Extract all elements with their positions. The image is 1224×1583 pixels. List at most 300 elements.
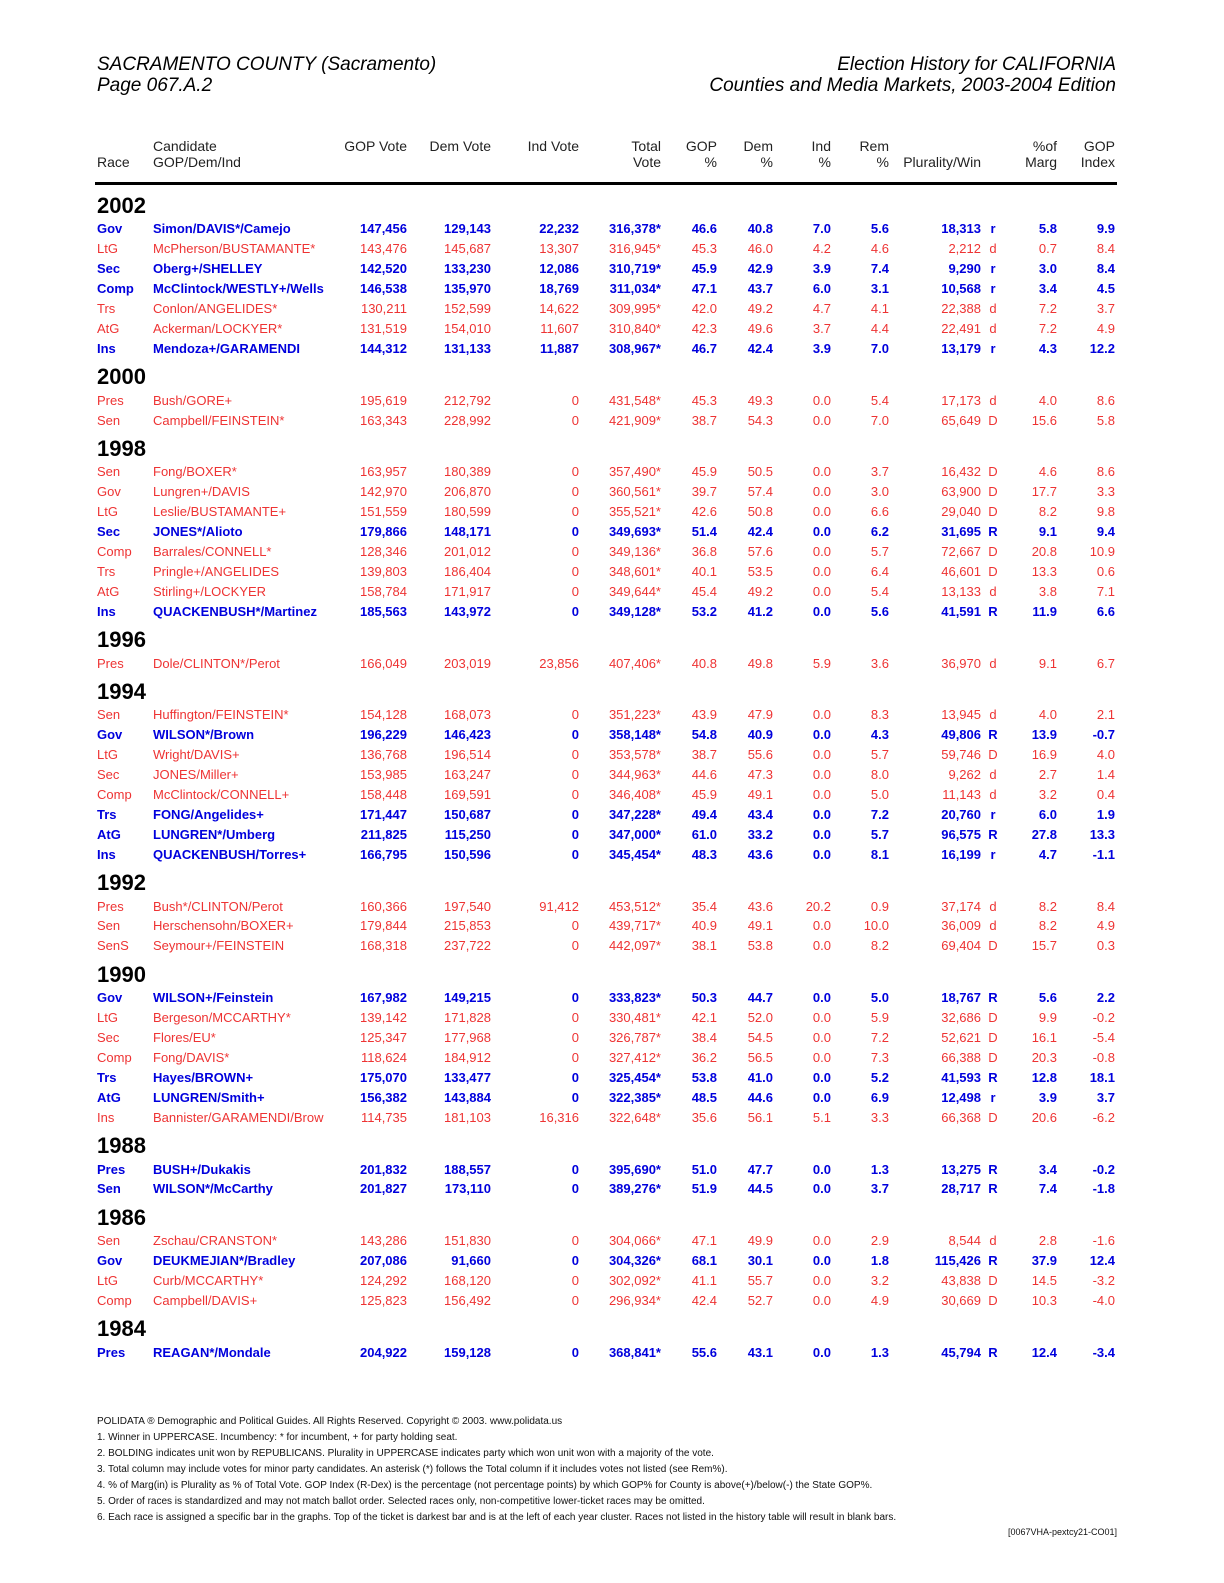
plurality-cell: 16,199 — [941, 846, 981, 862]
candidates-cell: Bannister/GARAMENDI/Brow — [153, 1109, 324, 1125]
total-vote-cell: 304,066* — [608, 1233, 661, 1249]
gop-pct-cell: 36.2 — [691, 1049, 717, 1065]
dem-pct-cell: 54.3 — [747, 412, 773, 428]
margin-pct-cell: 20.6 — [1031, 1109, 1057, 1125]
candidates-cell: Dole/CLINTON*/Perot — [153, 655, 280, 671]
race-cell: AtG — [97, 320, 120, 336]
gop-index-cell: 10.9 — [1089, 544, 1115, 560]
winner-code-cell: R — [988, 1181, 998, 1197]
total-vote-cell: 316,378* — [608, 221, 661, 237]
dem-vote-cell: 196,514 — [444, 747, 491, 763]
gop-pct-cell: 40.8 — [691, 655, 717, 671]
dem-pct-cell: 46.0 — [747, 241, 773, 257]
column-header-line1: GOP — [1083, 138, 1115, 154]
race-cell: Sen — [97, 464, 121, 480]
gop-vote-cell: 118,624 — [360, 1049, 407, 1065]
ind-pct-cell: 4.2 — [812, 241, 831, 257]
gop-index-cell: -1.6 — [1092, 1233, 1115, 1249]
gop-pct-cell: 51.9 — [691, 1181, 717, 1197]
table-row — [95, 725, 1117, 745]
winner-code-cell: R — [988, 1161, 998, 1177]
ind-pct-cell: 3.9 — [812, 261, 831, 277]
gop-vote-cell: 143,286 — [360, 1233, 407, 1249]
rem-pct-cell: 3.2 — [870, 1273, 889, 1289]
total-vote-cell: 311,034* — [609, 281, 661, 297]
race-cell: Sen — [97, 412, 121, 428]
gop-pct-cell: 43.9 — [691, 707, 717, 723]
gop-index-cell: 0.6 — [1096, 563, 1115, 579]
dem-vote-cell: 212,792 — [444, 392, 491, 408]
dem-vote-cell: 203,019 — [444, 655, 491, 671]
rem-pct-cell: 2.9 — [870, 1233, 889, 1249]
ind-vote-cell: 0 — [571, 1030, 579, 1046]
table-row — [95, 522, 1117, 542]
ind-vote-cell: 0 — [571, 806, 579, 822]
ind-pct-cell: 0.0 — [812, 583, 831, 599]
dem-vote-cell: 148,171 — [444, 524, 491, 540]
rem-pct-cell: 0.9 — [870, 898, 889, 914]
race-cell: Sec — [97, 261, 121, 277]
ind-vote-cell: 0 — [571, 1233, 579, 1249]
rem-pct-cell: 5.7 — [870, 544, 889, 560]
ind-vote-cell: 0 — [571, 727, 579, 743]
margin-pct-cell: 9.9 — [1038, 1010, 1057, 1026]
dem-vote-cell: 154,010 — [444, 320, 491, 336]
ind-vote-cell: 0 — [571, 707, 579, 723]
ind-vote-cell: 0 — [571, 464, 579, 480]
column-header — [663, 138, 719, 184]
candidates-cell: WILSON+/Feinstein — [153, 990, 274, 1006]
year-heading: 1994 — [97, 679, 146, 705]
gop-index-cell: -0.2 — [1092, 1010, 1115, 1026]
total-vote-cell: 325,454* — [608, 1069, 661, 1085]
ind-pct-cell: 0.0 — [812, 806, 831, 822]
plurality-cell: 9,262 — [948, 767, 981, 783]
plurality-cell: 45,794 — [941, 1344, 981, 1360]
ind-pct-cell: 0.0 — [812, 938, 831, 954]
column-header — [95, 138, 151, 184]
ind-vote-cell: 12,086 — [539, 261, 579, 277]
gop-pct-cell: 45.9 — [691, 787, 717, 803]
winner-code-cell: R — [988, 524, 998, 540]
gop-index-cell: -0.2 — [1092, 1161, 1115, 1177]
rem-pct-cell: 5.7 — [870, 826, 889, 842]
ind-pct-cell: 0.0 — [812, 846, 831, 862]
ind-pct-cell: 7.0 — [812, 221, 831, 237]
gop-vote-cell: 143,476 — [360, 241, 407, 257]
dem-pct-cell: 44.6 — [747, 1089, 773, 1105]
winner-code-cell: d — [989, 767, 997, 783]
column-header-line1: %of — [1032, 138, 1057, 154]
candidates-cell: McPherson/BUSTAMANTE* — [153, 241, 316, 257]
dem-pct-cell: 49.3 — [747, 392, 773, 408]
margin-pct-cell: 37.9 — [1031, 1253, 1057, 1269]
total-vote-cell: 347,000* — [608, 826, 661, 842]
dem-pct-cell: 49.9 — [747, 1233, 773, 1249]
dem-pct-cell: 52.0 — [747, 1010, 773, 1026]
margin-pct-cell: 8.2 — [1038, 898, 1057, 914]
ind-vote-cell: 0 — [571, 504, 579, 520]
column-header-line2: Index — [1080, 154, 1115, 170]
winner-code-cell: d — [989, 1233, 997, 1249]
ind-vote-cell: 0 — [571, 484, 579, 500]
gop-pct-cell: 35.6 — [691, 1109, 717, 1125]
table-row — [95, 1291, 1117, 1311]
gop-index-cell: 1.4 — [1096, 767, 1115, 783]
total-vote-cell: 333,823* — [608, 990, 661, 1006]
column-header-line2 — [985, 154, 1001, 170]
margin-pct-cell: 20.3 — [1031, 1049, 1057, 1065]
table-row — [95, 601, 1117, 621]
table-row — [95, 410, 1117, 430]
gop-pct-cell: 51.4 — [691, 524, 717, 540]
dem-vote-cell: 169,591 — [444, 787, 491, 803]
column-header-line1: GOP — [685, 138, 717, 154]
column-header — [409, 138, 493, 184]
column-header-line2 — [495, 154, 579, 170]
gop-vote-cell: 136,768 — [360, 747, 407, 763]
ind-pct-cell: 0.0 — [812, 1089, 831, 1105]
header-left — [97, 54, 436, 96]
total-vote-cell: 351,223* — [608, 707, 661, 723]
dem-pct-cell: 56.5 — [747, 1049, 773, 1065]
candidates-cell: BUSH+/Dukakis — [153, 1161, 251, 1177]
gop-index-cell: 3.7 — [1096, 1089, 1115, 1105]
gop-index-cell: 7.1 — [1096, 583, 1115, 599]
ind-pct-cell: 0.0 — [812, 747, 831, 763]
race-cell: Trs — [97, 301, 116, 316]
total-vote-cell: 345,454* — [608, 846, 661, 862]
gop-index-cell: 13.3 — [1089, 826, 1115, 842]
race-cell: LtG — [97, 1010, 118, 1026]
gop-vote-cell: 175,070 — [360, 1069, 407, 1085]
rem-pct-cell: 7.0 — [870, 412, 889, 428]
table-row — [95, 804, 1117, 824]
column-header — [775, 138, 833, 184]
gop-vote-cell: 179,844 — [360, 918, 407, 934]
margin-pct-cell: 12.8 — [1031, 1069, 1057, 1085]
dem-vote-cell: 184,912 — [444, 1049, 491, 1065]
plurality-cell: 36,009 — [941, 918, 981, 934]
winner-code-cell: r — [990, 261, 996, 277]
candidates-cell: WILSON*/Brown — [153, 727, 255, 743]
ind-pct-cell: 0.0 — [812, 412, 831, 428]
gop-pct-cell: 38.4 — [691, 1030, 717, 1046]
year-heading: 1998 — [97, 436, 146, 462]
ind-pct-cell: 0.0 — [812, 1161, 831, 1177]
gop-index-cell: 1.9 — [1096, 806, 1115, 822]
ind-vote-cell: 0 — [571, 1049, 579, 1065]
race-cell: Sec — [97, 1030, 120, 1046]
plurality-cell: 59,746 — [941, 747, 981, 763]
column-header-line2: GOP/Dem/Ind — [153, 154, 241, 170]
gop-index-cell: 12.4 — [1089, 1253, 1115, 1269]
margin-pct-cell: 3.2 — [1038, 787, 1057, 803]
race-cell: Gov — [97, 221, 123, 237]
race-cell: Pres — [97, 655, 124, 671]
candidates-cell: Oberg+/SHELLEY — [153, 261, 263, 277]
ind-pct-cell: 0.0 — [812, 1030, 831, 1046]
ind-vote-cell: 0 — [571, 1273, 579, 1289]
race-cell: Trs — [97, 1069, 117, 1085]
rem-pct-cell: 7.3 — [870, 1049, 889, 1065]
dem-pct-cell: 41.2 — [747, 603, 773, 619]
gop-vote-cell: 144,312 — [360, 340, 407, 356]
table-row — [95, 1107, 1117, 1127]
gop-vote-cell: 131,519 — [360, 320, 407, 336]
race-cell: Comp — [97, 787, 132, 803]
rem-pct-cell: 4.3 — [870, 727, 889, 743]
table-row — [95, 462, 1117, 482]
rem-pct-cell: 8.1 — [870, 846, 889, 862]
race-cell: LtG — [97, 241, 118, 257]
gop-pct-cell: 35.4 — [691, 898, 717, 914]
candidates-cell: Campbell/FEINSTEIN* — [153, 412, 285, 428]
dem-pct-cell: 33.2 — [747, 826, 773, 842]
rem-pct-cell: 3.3 — [870, 1109, 889, 1125]
plurality-cell: 49,806 — [941, 727, 981, 743]
dem-vote-cell: 133,230 — [444, 261, 491, 277]
winner-code-cell: r — [990, 281, 996, 297]
gop-vote-cell: 151,559 — [360, 504, 407, 520]
plurality-cell: 22,388 — [941, 301, 981, 316]
winner-code-cell: R — [988, 1069, 998, 1085]
margin-pct-cell: 14.5 — [1031, 1273, 1057, 1289]
gop-index-cell: 4.9 — [1096, 918, 1115, 934]
gop-vote-cell: 147,456 — [360, 221, 407, 237]
total-vote-cell: 322,385* — [608, 1089, 661, 1105]
gop-index-cell: 2.2 — [1096, 990, 1115, 1006]
race-cell: Ins — [97, 846, 116, 862]
table-row — [95, 653, 1117, 673]
candidates-cell: FONG/Angelides+ — [153, 806, 264, 822]
ind-vote-cell: 13,307 — [539, 241, 579, 257]
dem-pct-cell: 50.5 — [747, 464, 773, 480]
gop-index-cell: 18.1 — [1089, 1069, 1115, 1085]
rem-pct-cell: 8.0 — [870, 767, 889, 783]
ind-pct-cell: 0.0 — [812, 1233, 831, 1249]
table-row — [95, 581, 1117, 601]
table-row — [95, 745, 1117, 765]
table-body — [95, 184, 1117, 1363]
column-header-line1: Dem — [743, 138, 773, 154]
column-header-line2: Race — [97, 154, 130, 170]
dem-vote-cell: 143,884 — [444, 1089, 491, 1105]
table-row — [95, 259, 1117, 279]
race-cell: SenS — [97, 938, 129, 954]
column-header — [339, 138, 409, 184]
gop-vote-cell: 166,049 — [360, 655, 407, 671]
table-row — [95, 1342, 1117, 1362]
dem-pct-cell: 43.6 — [747, 898, 773, 914]
ind-pct-cell: 0.0 — [812, 392, 831, 408]
total-vote-cell: 349,128* — [608, 603, 661, 619]
footer-notes — [97, 1414, 1117, 1538]
race-cell: Pres — [97, 1344, 126, 1360]
column-header-line2: Marg — [1025, 154, 1057, 170]
winner-code-cell: D — [988, 484, 998, 500]
gop-pct-cell: 48.5 — [691, 1089, 717, 1105]
table-row — [95, 1087, 1117, 1107]
year-heading-row — [95, 1310, 1117, 1342]
rem-pct-cell: 7.4 — [870, 261, 889, 277]
plurality-cell: 16,432 — [941, 464, 981, 480]
ind-pct-cell: 0.0 — [812, 1273, 831, 1289]
race-cell: Comp — [97, 1292, 132, 1308]
margin-pct-cell: 20.8 — [1031, 544, 1057, 560]
ind-pct-cell: 0.0 — [812, 727, 831, 743]
dem-vote-cell: 206,870 — [444, 484, 491, 500]
dem-vote-cell: 188,557 — [444, 1161, 491, 1177]
ind-pct-cell: 0.0 — [812, 504, 831, 520]
table-row — [95, 1251, 1117, 1271]
dem-pct-cell: 40.8 — [747, 221, 773, 237]
ind-pct-cell: 0.0 — [812, 1292, 831, 1308]
race-cell: AtG — [97, 583, 120, 599]
margin-pct-cell: 3.4 — [1038, 1161, 1057, 1177]
plurality-cell: 9,290 — [948, 261, 981, 277]
ind-vote-cell: 14,622 — [539, 301, 579, 316]
total-vote-cell: 326,787* — [608, 1030, 661, 1046]
dem-pct-cell: 49.2 — [747, 583, 773, 599]
document-id: [0067VHA-pextcy21-CO01] — [1007, 1527, 1117, 1537]
rem-pct-cell: 6.6 — [870, 504, 889, 520]
plurality-cell: 13,133 — [941, 583, 981, 599]
winner-code-cell: r — [990, 1089, 996, 1105]
gop-vote-cell: 204,922 — [360, 1344, 407, 1360]
gop-index-cell: 2.1 — [1096, 707, 1115, 723]
ind-pct-cell: 0.0 — [812, 1010, 831, 1026]
year-heading: 2002 — [97, 193, 146, 218]
candidates-cell: LUNGREN/Smith+ — [153, 1089, 265, 1105]
winner-code-cell: D — [988, 1030, 998, 1046]
rem-pct-cell: 7.2 — [870, 806, 889, 822]
table-row — [95, 1231, 1117, 1251]
table-row — [95, 896, 1117, 916]
year-heading-row — [95, 1199, 1117, 1231]
ind-vote-cell: 0 — [571, 603, 579, 619]
ind-pct-cell: 0.0 — [812, 524, 831, 540]
gop-index-cell: 8.6 — [1096, 464, 1115, 480]
race-cell: Gov — [97, 1253, 123, 1269]
dem-vote-cell: 129,143 — [444, 221, 491, 237]
table-row — [95, 988, 1117, 1008]
candidates-cell: Lungren+/DAVIS — [153, 484, 250, 500]
ind-pct-cell: 0.0 — [812, 563, 831, 579]
gop-index-cell: 4.5 — [1096, 281, 1115, 297]
column-header — [983, 138, 1003, 184]
dem-vote-cell: 173,110 — [444, 1181, 491, 1197]
candidates-cell: Flores/EU* — [153, 1030, 216, 1046]
table-row — [95, 705, 1117, 725]
table-row — [95, 561, 1117, 581]
ind-vote-cell: 0 — [571, 826, 579, 842]
winner-code-cell: d — [989, 320, 997, 336]
gop-index-cell: 4.0 — [1096, 747, 1115, 763]
margin-pct-cell: 15.6 — [1031, 412, 1057, 428]
ind-pct-cell: 0.0 — [812, 707, 831, 723]
notes-list — [97, 1414, 1117, 1526]
dem-pct-cell: 42.4 — [747, 524, 773, 540]
winner-code-cell: R — [988, 603, 998, 619]
footnote: 6. Each race is assigned a specific bar in the graphs. Top of the ticket is darkest bar and is at the left of each year cluster. Races not listed in the history table will result in blank bars. — [97, 1512, 897, 1523]
rem-pct-cell: 1.3 — [870, 1161, 889, 1177]
plurality-cell: 18,313 — [941, 221, 981, 237]
gop-vote-cell: 139,142 — [360, 1010, 407, 1026]
winner-code-cell: D — [988, 1273, 998, 1289]
race-cell: Ins — [97, 1109, 115, 1125]
gop-pct-cell: 53.2 — [691, 603, 717, 619]
candidates-cell: QUACKENBUSH*/Martinez — [153, 603, 317, 619]
candidates-cell: McClintock/WESTLY+/Wells — [153, 281, 324, 297]
rem-pct-cell: 5.7 — [870, 747, 889, 763]
gop-pct-cell: 47.1 — [691, 1233, 717, 1249]
dem-pct-cell: 53.8 — [747, 938, 773, 954]
ind-pct-cell: 0.0 — [812, 1181, 831, 1197]
year-heading: 2000 — [97, 364, 146, 390]
plurality-cell: 8,544 — [948, 1233, 981, 1249]
table-row — [95, 219, 1117, 239]
ind-vote-cell: 0 — [571, 767, 579, 783]
candidates-cell: Fong/BOXER* — [153, 464, 237, 480]
margin-pct-cell: 5.8 — [1038, 221, 1057, 237]
table-row — [95, 482, 1117, 502]
gop-vote-cell: 201,827 — [360, 1181, 407, 1197]
year-heading: 1992 — [97, 870, 146, 896]
margin-pct-cell: 15.7 — [1031, 938, 1057, 954]
dem-pct-cell: 47.9 — [747, 707, 773, 723]
column-header-line2: % — [876, 154, 889, 170]
race-cell: Trs — [97, 806, 117, 822]
gop-pct-cell: 38.7 — [691, 412, 717, 428]
candidates-cell: Zschau/CRANSTON* — [153, 1233, 278, 1249]
gop-index-cell: -0.7 — [1092, 727, 1115, 743]
plurality-cell: 65,649 — [941, 412, 981, 428]
winner-code-cell: r — [990, 846, 996, 862]
plurality-cell: 72,667 — [941, 544, 981, 560]
margin-pct-cell: 16.9 — [1031, 747, 1057, 763]
ind-pct-cell: 4.7 — [812, 301, 831, 316]
dem-pct-cell: 43.4 — [747, 806, 773, 822]
dem-pct-cell: 47.7 — [747, 1161, 773, 1177]
dem-pct-cell: 55.7 — [747, 1273, 773, 1289]
margin-pct-cell: 3.0 — [1038, 261, 1057, 277]
column-header — [833, 138, 891, 184]
gop-vote-cell: 139,803 — [360, 563, 407, 579]
document-title: Election History for CALIFORNIA — [837, 54, 1116, 75]
total-vote-cell: 344,963* — [608, 767, 661, 783]
plurality-cell: 13,179 — [941, 340, 981, 356]
table-row — [95, 824, 1117, 844]
margin-pct-cell: 17.7 — [1031, 484, 1057, 500]
dem-vote-cell: 91,660 — [451, 1253, 491, 1269]
dem-vote-cell: 201,012 — [444, 544, 491, 560]
dem-pct-cell: 57.4 — [747, 484, 773, 500]
dem-vote-cell: 168,120 — [444, 1273, 491, 1289]
plurality-cell: 12,498 — [941, 1089, 981, 1105]
total-vote-cell: 348,601* — [608, 563, 661, 579]
rem-pct-cell: 3.7 — [870, 464, 889, 480]
candidates-cell: Huffington/FEINSTEIN* — [153, 707, 289, 723]
ind-vote-cell: 0 — [571, 1344, 579, 1360]
winner-code-cell: d — [989, 707, 997, 723]
table-row — [95, 1179, 1117, 1199]
column-header-row — [95, 138, 1117, 184]
gop-pct-cell: 49.4 — [691, 806, 717, 822]
ind-pct-cell: 0.0 — [812, 464, 831, 480]
gop-pct-cell: 38.1 — [691, 938, 717, 954]
gop-pct-cell: 40.1 — [691, 563, 717, 579]
